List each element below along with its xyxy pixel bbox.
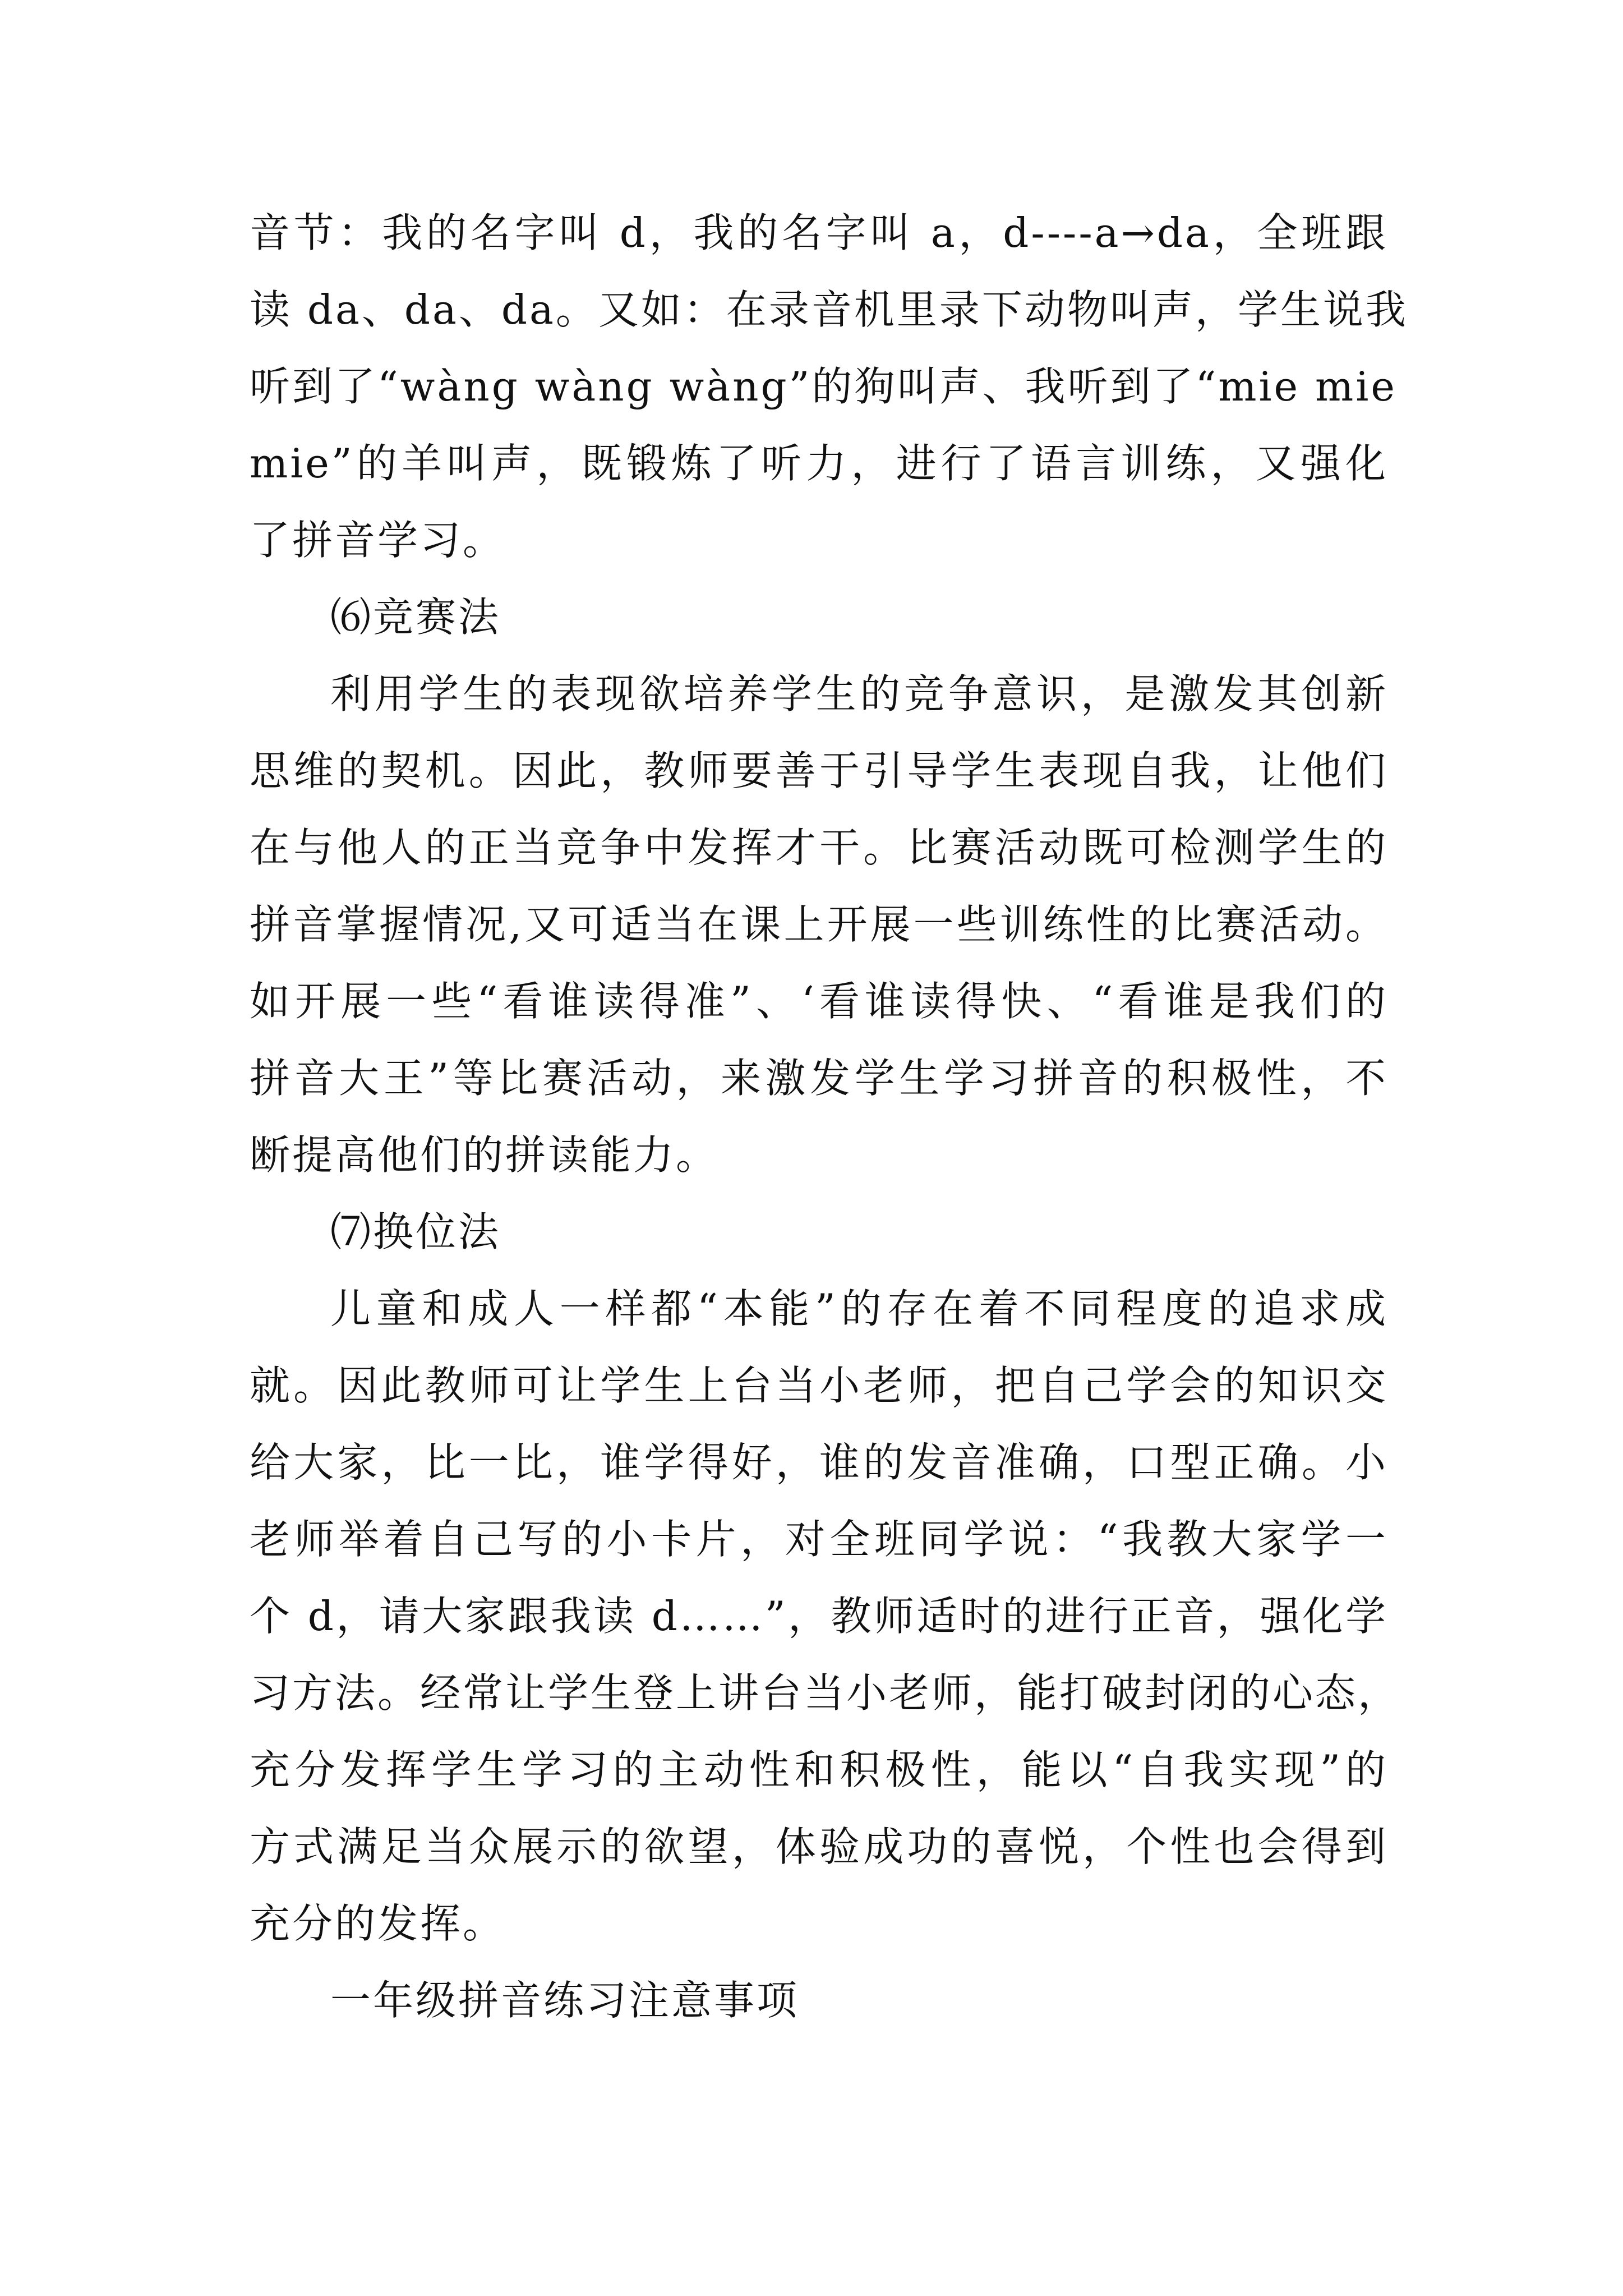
text-line: 个 d，请大家跟我读 d……”，教师适时的进行正音，强化学 xyxy=(250,1593,1388,1640)
text-line: 充分的发挥。 xyxy=(250,1900,506,1947)
text-line: mie”的羊叫声，既锻炼了听力，进行了语言训练，又强化 xyxy=(250,440,1388,487)
text-line: 习方法。经常让学生登上讲台当小老师，能打破封闭的心态， xyxy=(250,1669,1401,1717)
text-line: 拼音掌握情况,又可适当在课上开展一些训练性的比赛活动。 xyxy=(250,901,1388,948)
text-line: 听到了“wàng wàng wàng”的狗叫声、我听到了“mie mie xyxy=(250,363,1397,410)
text-line: 了拼音学习。 xyxy=(250,517,506,564)
text-line: 在与他人的正当竞争中发挥才干。比赛活动既可检测学生的 xyxy=(250,824,1388,871)
text-line: 就。因此教师可让学生上台当小老师，把自己学会的知识交 xyxy=(250,1362,1388,1409)
text-line: 如开展一些“看谁读得准”、‘看谁读得快、“看谁是我们的 xyxy=(250,978,1388,1025)
text-line: 给大家，比一比，谁学得好，谁的发音准确，口型正确。小 xyxy=(250,1439,1388,1486)
text-line: 断提高他们的拼读能力。 xyxy=(250,1131,719,1179)
text-line: 读 da、da、da。又如：在录音机里录下动物叫声，学生说我 xyxy=(250,286,1408,333)
text-line: 老师举着自己写的小卡片，对全班同学说：“我教大家学一 xyxy=(250,1516,1388,1563)
text-line: 音节：我的名字叫 d，我的名字叫 a，d----a→da，全班跟 xyxy=(250,209,1388,256)
text-line: 儿童和成人一样都“本能”的存在着不同程度的追求成 xyxy=(330,1285,1388,1332)
section-heading-role-swap: ⑺换位法 xyxy=(330,1208,501,1255)
text-line: 充分发挥学生学习的主动性和积极性，能以“自我实现”的 xyxy=(250,1746,1388,1793)
section-heading-competition: ⑹竞赛法 xyxy=(330,593,501,641)
text-line: 思维的契机。因此，教师要善于引导学生表现自我，让他们 xyxy=(250,747,1388,794)
section-heading-notes: 一年级拼音练习注意事项 xyxy=(330,1977,800,2024)
text-line: 方式满足当众展示的欲望，体验成功的喜悦，个性也会得到 xyxy=(250,1823,1388,1870)
text-line: 拼音大王”等比赛活动，来激发学生学习拼音的积极性，不 xyxy=(250,1055,1388,1102)
text-line: 利用学生的表现欲培养学生的竞争意识，是激发其创新 xyxy=(330,670,1388,717)
